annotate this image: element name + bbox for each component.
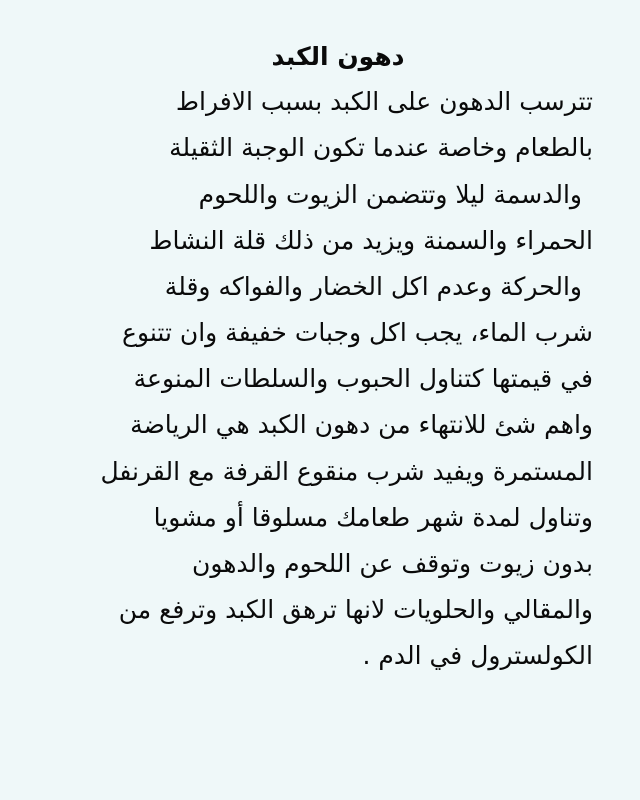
text-line-9: المستمرة ويفيد شرب منقوع القرفة مع القرنفل [100, 457, 593, 486]
text-line-6: شرب الماء، يجب اكل وجبات خفيفة وان تتنوع [122, 318, 593, 347]
text-line-12: والمقالي والحلويات لانها ترهق الكبد وترفع من [118, 595, 593, 624]
document-title: دهون الكبد [271, 42, 405, 71]
text-line-11: بدون زيوت وتوقف عن اللحوم والدهون [191, 549, 593, 578]
text-line-13: الكولسترول في الدم . [362, 641, 593, 670]
text-line-10: وتناول لمدة شهر طعامك مسلوقا أو مشويا [153, 503, 593, 532]
text-line-7: في قيمتها كتناول الحبوب والسلطات المنوعة [133, 364, 593, 393]
text-line-2: بالطعام وخاصة عندما تكون الوجبة الثقيلة [169, 133, 593, 162]
text-line-1: تترسب الدهون على الكبد بسبب الافراط [175, 87, 593, 116]
text-line-8: واهم شئ للانتهاء من دهون الكبد هي الرياضة [130, 410, 593, 439]
text-line-4: الحمراء والسمنة ويزيد من ذلك قلة النشاط [149, 226, 593, 255]
text-line-3: والدسمة ليلا وتتضمن الزيوت واللحوم [198, 180, 582, 209]
text-line-5: والحركة وعدم اكل الخضار والفواكه وقلة [164, 272, 582, 301]
